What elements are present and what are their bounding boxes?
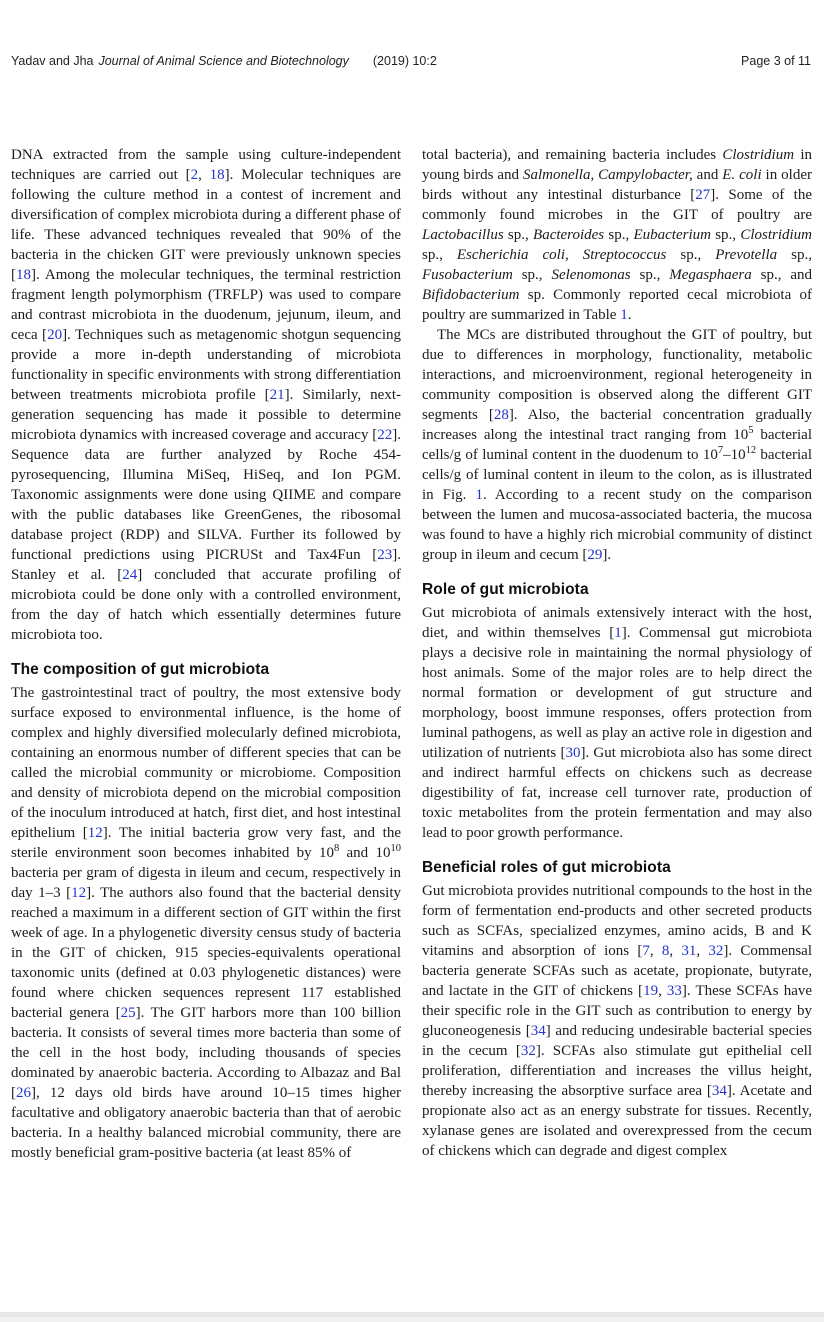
header-journal-title: Journal of Animal Science and Biotechnology — [98, 54, 349, 68]
italic-term: E. coli — [722, 167, 762, 183]
italic-term: Eubacterium — [633, 227, 711, 243]
citation-link[interactable]: 31 — [681, 943, 697, 959]
citation-link[interactable]: 26 — [16, 1085, 31, 1101]
citation-link[interactable]: 8 — [661, 943, 670, 959]
article-body — [11, 145, 812, 1163]
italic-term: Megasphaera — [669, 267, 752, 283]
citation-link[interactable]: 1 — [620, 307, 628, 323]
superscript: 12 — [745, 445, 757, 456]
section-heading: The composition of gut microbiota — [11, 661, 270, 678]
italic-term: Bacteroides — [533, 227, 605, 243]
italic-term: Bifidobacterium — [422, 287, 520, 303]
citation-link[interactable]: 34 — [711, 1083, 727, 1099]
citation-link[interactable]: 34 — [530, 1023, 546, 1039]
citation-link[interactable]: 12 — [87, 825, 103, 841]
header-authors: Yadav and Jha — [11, 54, 94, 68]
citation-link[interactable]: 32 — [520, 1043, 536, 1059]
citation-link[interactable]: 22 — [377, 427, 393, 443]
body-paragraph: Gut microbiota of animals extensively interact with the host, diet, and within themselves [1]. Commensal gut microbiota plays a decisive role in maintaining the normal physiology of host animals. Some of the major roles are to help direct the normal formation or development of gut structure and morphology, boost immune responses, offers protection from luminal pathogens, as well as play an active role in digestion and utilization of nutrients [30]. Gut microbiota also has some direct and indirect harmful effects on chickens such as decrease digestibility of fat, increase cell turnover rate, production of toxic metabolites from the protein fermentation and may also lead to poor growth performance. — [422, 605, 812, 841]
citation-link[interactable]: 21 — [269, 387, 285, 403]
superscript: 8 — [333, 843, 340, 854]
italic-term: Clostridium — [740, 227, 813, 243]
citation-link[interactable]: 20 — [47, 327, 63, 343]
citation-link[interactable]: 24 — [122, 567, 138, 583]
section-heading: Role of gut microbiota — [422, 581, 589, 598]
italic-term: Campylobacter, — [598, 167, 693, 183]
citation-link[interactable]: 29 — [587, 547, 603, 563]
citation-link[interactable]: 28 — [493, 407, 509, 423]
citation-link[interactable]: 18 — [209, 167, 225, 183]
left-column — [11, 145, 401, 1163]
citation-link[interactable]: 30 — [565, 745, 581, 761]
body-paragraph: Gut microbiota provides nutritional compounds to the host in the form of fermentation end-products and other secreted products such as SCFAs, specialized enzymes, amino acids, B and K vitamins and absorption of ions [7, 8, 31, 32]. Commensal bacteria generate SCFAs such as acetate, propionate, butyrate, and lactate in the GIT of chickens [19, 33]. These SCFAs have their specific role in the GIT such as contribution to energy by gluconeogenesis [34] and reducing undesirable bacterial species in the cecum [32]. SCFAs also stimulate gut epithelial cell proliferation, differentiation and increases the villus height, thereby increasing the absorptive surface area [34]. Acetate and propionate also act as an energy substrate for tissues. Recently, xylanase genes are isolated and overexpressed from the cecum of chickens which can degrade and digest complex — [422, 883, 813, 1159]
page-bottom-shadow — [0, 1317, 824, 1322]
italic-term: Clostridium — [722, 147, 795, 163]
citation-link[interactable]: 32 — [708, 943, 724, 959]
citation-link[interactable]: 2 — [190, 167, 199, 183]
running-header — [11, 54, 811, 68]
body-paragraph: DNA extracted from the sample using culture-independent techniques are carried out [2, 18]. Molecular techniques are following the culture method in a contest of increment and diversification of complex microbiota during a different phase of life. These advanced techniques revealed that 90% of the bacteria in the chicken GIT were previously unknown species [18]. Among the molecular techniques, the terminal restriction fragment length polymorphism (TRFLP) was used to compare and contrast microbiota in the duodenum, jejunum, ileum, and ceca [20]. Techniques such as metagenomic shotgun sequencing provide a more in-depth understanding of microbiota functionality in specific environments with strong differentiation between treatments microbiota profile [21]. Similarly, next-generation sequencing has made it possible to determine microbiota dynamics with increased coverage and accuracy [22]. Sequence data are further analyzed by Roche 454-pyrosequencing, Illumina MiSeq, HiSeq, and Ion PGM. Taxonomic assignments were done using QIIME and compare with the public databases like GreenGenes, the ribosomal database project (RDP) and SILVA. Further its followed by functional predictions using PICRUSt and Tax4Fun [23]. Stanley et al. [24] concluded that accurate profiling of microbiota could be done only with a controlled environment, from the day of hatch which essentially determines future microbiota too. — [11, 147, 402, 643]
italic-term: Escherichia coli, Streptococcus — [456, 247, 667, 263]
italic-term: Prevotella — [715, 247, 778, 263]
citation-link[interactable]: 12 — [71, 885, 87, 901]
body-paragraph: The MCs are distributed throughout the GIT of poultry, but due to differences in morphology, functionality, metabolic interactions, and microenvironment, regional heterogeneity in community composition is observed along the different GIT segments [28]. Also, the bacterial concentration gradually increases along the intestinal tract ranging from $10^5$ bacterial cells/g of luminal content in the duodenum to $10^7-10^{12}$ bacterial cells/g of luminal content in ileum to the colon, as is illustrated in Fig. 1. According to a recent study on the comparison between the lumen and mucosa-associated bacteria, the mucosa was found to have a highly rich microbial community of distinct group in ileum and cecum [29]. — [422, 327, 812, 563]
italic-term: Salmonella — [522, 167, 591, 183]
superscript: 10 — [390, 843, 401, 854]
right-column — [422, 145, 812, 1163]
citation-link[interactable]: 25 — [120, 1005, 136, 1021]
header-citation: (2019) 10:2 — [372, 54, 437, 68]
body-paragraph: total bacteria), and remaining bacteria includes Clostridium in young birds and Salmonella, Campylobacter, and E. coli in older birds without any intestinal disturbance [27]. Some of the commonly found microbes in the GIT of poultry are Lactobacillus sp., Bacteroides sp., Eubacterium sp., Clostridium sp., Escherichia coli, Streptococcus sp., Prevotella sp., Fusobacterium sp., Selenomonas sp., Megasphaera sp., and Bifidobacterium sp. Commonly reported cecal microbiota of poultry are summarized in Table 1. — [422, 147, 813, 323]
citation-link[interactable]: 23 — [377, 547, 393, 563]
page-number: Page 3 of 11 — [741, 54, 811, 68]
superscript: 7 — [717, 445, 724, 456]
citation-link[interactable]: 1 — [614, 625, 622, 641]
superscript: 5 — [748, 425, 754, 436]
section-heading: Beneficial roles of gut microbiota — [422, 859, 671, 876]
italic-term: Lactobacillus — [422, 227, 504, 243]
body-paragraph: The gastrointestinal tract of poultry, the most extensive body surface exposed to environmental influence, is the home of complex and highly diversified molecularly defined microbiota, containing an enormous number of different species that can be called the microbial community or microbiome. Composition and density of microbiota depend on the microbial composition of the inoculum introduced at hatch, first diet, and host intestinal epithelium [12]. The initial bacteria grow very fast, and the sterile environment soon becomes inhabited by $10^8$ and $10^{10}$ bacteria per gram of digesta in ileum and cecum, respectively in day 1–3 [12]. The authors also found that the bacterial density reached a maximum in a different section of GIT within the first week of age. In a phylogenetic diversity census study of bacteria in the GIT of chicken, 915 species-equivalents operational taxonomic units (defined at 0.03 phylogenetic distances) were found where chicken sequences represent 117 established bacterial genera [25]. The GIT harbors more than 100 billion bacteria. It consists of several times more bacteria than some of the cell in the host body, including thousands of species dominated by anaerobic bacteria. According to Albazaz and Bal [26], 12 days old birds have around 10–15 times higher facultative and obligatory anaerobic bacteria than that of aerobic bacteria. In a healthy balanced microbial community, there are mostly beneficial gram-positive bacteria (at least 85% of — [11, 685, 402, 1161]
citation-link[interactable]: 1 — [475, 487, 483, 503]
citation-link[interactable]: 19 — [643, 983, 659, 999]
citation-link[interactable]: 33 — [666, 983, 682, 999]
header-left — [11, 54, 437, 68]
italic-term: Fusobacterium — [422, 267, 513, 283]
italic-term: Selenomonas — [551, 267, 631, 283]
citation-link[interactable]: 27 — [695, 187, 711, 203]
citation-link[interactable]: 18 — [16, 267, 31, 283]
citation-link[interactable]: 7 — [642, 943, 650, 959]
